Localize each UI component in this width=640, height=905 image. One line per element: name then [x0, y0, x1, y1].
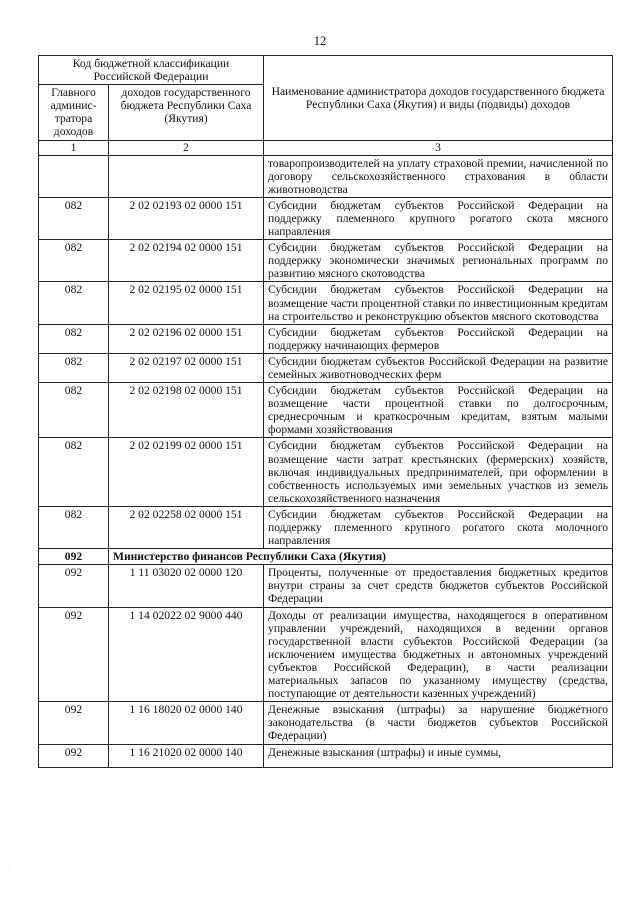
- revenue-name-cell: Субсидии бюджетам субъектов Российской Федерации на возмещение части процентной ставки по инвестиционным кредитам на строительство и реконструкцию объектов мясного скотоводства: [264, 282, 613, 324]
- table-row: [39, 607, 613, 702]
- revenue-code-cell: 2 02 02199 02 0000 151: [109, 438, 264, 506]
- admin-code-cell: 082: [39, 438, 109, 506]
- table-row: [39, 353, 613, 382]
- scan-mark: ·: [8, 865, 10, 871]
- admin-code-cell: 082: [39, 506, 109, 548]
- revenue-code-cell: 2 02 02258 02 0000 151: [109, 506, 264, 548]
- budget-classification-table: [38, 55, 613, 768]
- admin-code-cell: 092: [39, 702, 109, 744]
- column-number-row: [39, 140, 613, 155]
- table-row: [39, 282, 613, 324]
- table-row: [39, 565, 613, 607]
- revenue-code-cell: 1 16 18020 02 0000 140: [109, 702, 264, 744]
- admin-code-cell: 092: [39, 744, 109, 767]
- table-row: [39, 438, 613, 506]
- revenue-code-cell: 2 02 02194 02 0000 151: [109, 240, 264, 282]
- admin-code-cell: 082: [39, 383, 109, 438]
- table-row: [39, 240, 613, 282]
- column-number-2: 2: [109, 140, 264, 155]
- table-row: [39, 197, 613, 239]
- column-number-1: 1: [39, 140, 109, 155]
- admin-code-cell: 082: [39, 282, 109, 324]
- page-number: 12: [313, 34, 327, 48]
- revenue-code-cell: 2 02 02197 02 0000 151: [109, 353, 264, 382]
- admin-code-cell: 082: [39, 324, 109, 353]
- header-group-label: Код бюджетной классификации Российской Федерации: [39, 56, 264, 85]
- revenue-code-cell: 2 02 02198 02 0000 151: [109, 383, 264, 438]
- table-row: [39, 383, 613, 438]
- header-col1-label: Главного админис-тратора доходов: [39, 85, 109, 140]
- revenue-name-cell: Денежные взыскания (штрафы) за нарушение бюджетного законодательства (в части бюджетов субъектов Российской Федерации): [264, 702, 613, 744]
- column-number-3: 3: [264, 140, 613, 155]
- revenue-name-cell: Субсидии бюджетам субъектов Российской Федерации на поддержку начинающих фермеров: [264, 324, 613, 353]
- revenue-name-cell: Субсидии бюджетам субъектов Российской Федерации на развитие семейных животноводческих ферм: [264, 353, 613, 382]
- table-row: [39, 549, 613, 565]
- admin-code-cell: 082: [39, 197, 109, 239]
- table-row: [39, 324, 613, 353]
- revenue-name-cell: Субсидии бюджетам субъектов Российской Федерации на поддержку экономически значимых региональных программ по развитию мясного скотоводства: [264, 240, 613, 282]
- header-col3-label: Наименование администратора доходов государственного бюджета Республики Саха (Якутия) и виды (подвиды) доходов: [264, 56, 613, 141]
- revenue-name-cell: Субсидии бюджетам субъектов Российской Федерации на поддержку племенного крупного рогатого скота молочного направления: [264, 506, 613, 548]
- admin-code-cell: 092: [39, 549, 109, 565]
- revenue-name-cell: Субсидии бюджетам субъектов Российской Федерации на возмещение части процентной ставки по долгосрочным, среднесрочным и краткосрочным кредитам, взятым малыми формами хозяйствования: [264, 383, 613, 438]
- revenue-name-cell: Субсидии бюджетам субъектов Российской Федерации на возмещение части затрат крестьянских (фермерских) хозяйств, включая индивидуальных предпринимателей, при оформлении в собственность используемых ими земельных участков из земель сельскохозяйственного назначения: [264, 438, 613, 506]
- admin-code-cell: 082: [39, 240, 109, 282]
- revenue-code-cell: [109, 155, 264, 197]
- table-row: [39, 155, 613, 197]
- ministry-name-cell: Министерство финансов Республики Саха (Якутия): [109, 549, 613, 565]
- revenue-code-cell: 1 14 02022 02 9000 440: [109, 607, 264, 702]
- revenue-code-cell: 2 02 02196 02 0000 151: [109, 324, 264, 353]
- table-row: [39, 506, 613, 548]
- revenue-code-cell: 2 02 02195 02 0000 151: [109, 282, 264, 324]
- revenue-code-cell: 1 16 21020 02 0000 140: [109, 744, 264, 767]
- revenue-name-cell: товаропроизводителей на уплату страховой премии, начисленной по договору сельскохозяйственного страхования в области животноводства: [264, 155, 613, 197]
- header-row-group: [39, 56, 613, 85]
- revenue-name-cell: Денежные взыскания (штрафы) и иные суммы,: [264, 744, 613, 767]
- table-row: [39, 702, 613, 744]
- admin-code-cell: [39, 155, 109, 197]
- admin-code-cell: 092: [39, 607, 109, 702]
- revenue-name-cell: Субсидии бюджетам субъектов Российской Федерации на поддержку племенного крупного рогатого скота мясного направления: [264, 197, 613, 239]
- revenue-name-cell: Проценты, полученные от предоставления бюджетных кредитов внутри страны за счет средств бюджетов субъектов Российской Федерации: [264, 565, 613, 607]
- admin-code-cell: 082: [39, 353, 109, 382]
- revenue-code-cell: 2 02 02193 02 0000 151: [109, 197, 264, 239]
- header-col2-label: доходов государственного бюджета Республики Саха (Якутия): [109, 85, 264, 140]
- revenue-name-cell: Доходы от реализации имущества, находящегося в оперативном управлении учреждений, находящихся в ведении органов государственной власти субъектов Российской Федерации (за исключением имущества бюджетных и автономных учреждений субъектов Российской Федерации), в части реализации материальных запасов по указанному имуществу (средства, поступающие от деятельности казенных учреждений): [264, 607, 613, 702]
- revenue-code-cell: 1 11 03020 02 0000 120: [109, 565, 264, 607]
- admin-code-cell: 092: [39, 565, 109, 607]
- table-row: [39, 744, 613, 767]
